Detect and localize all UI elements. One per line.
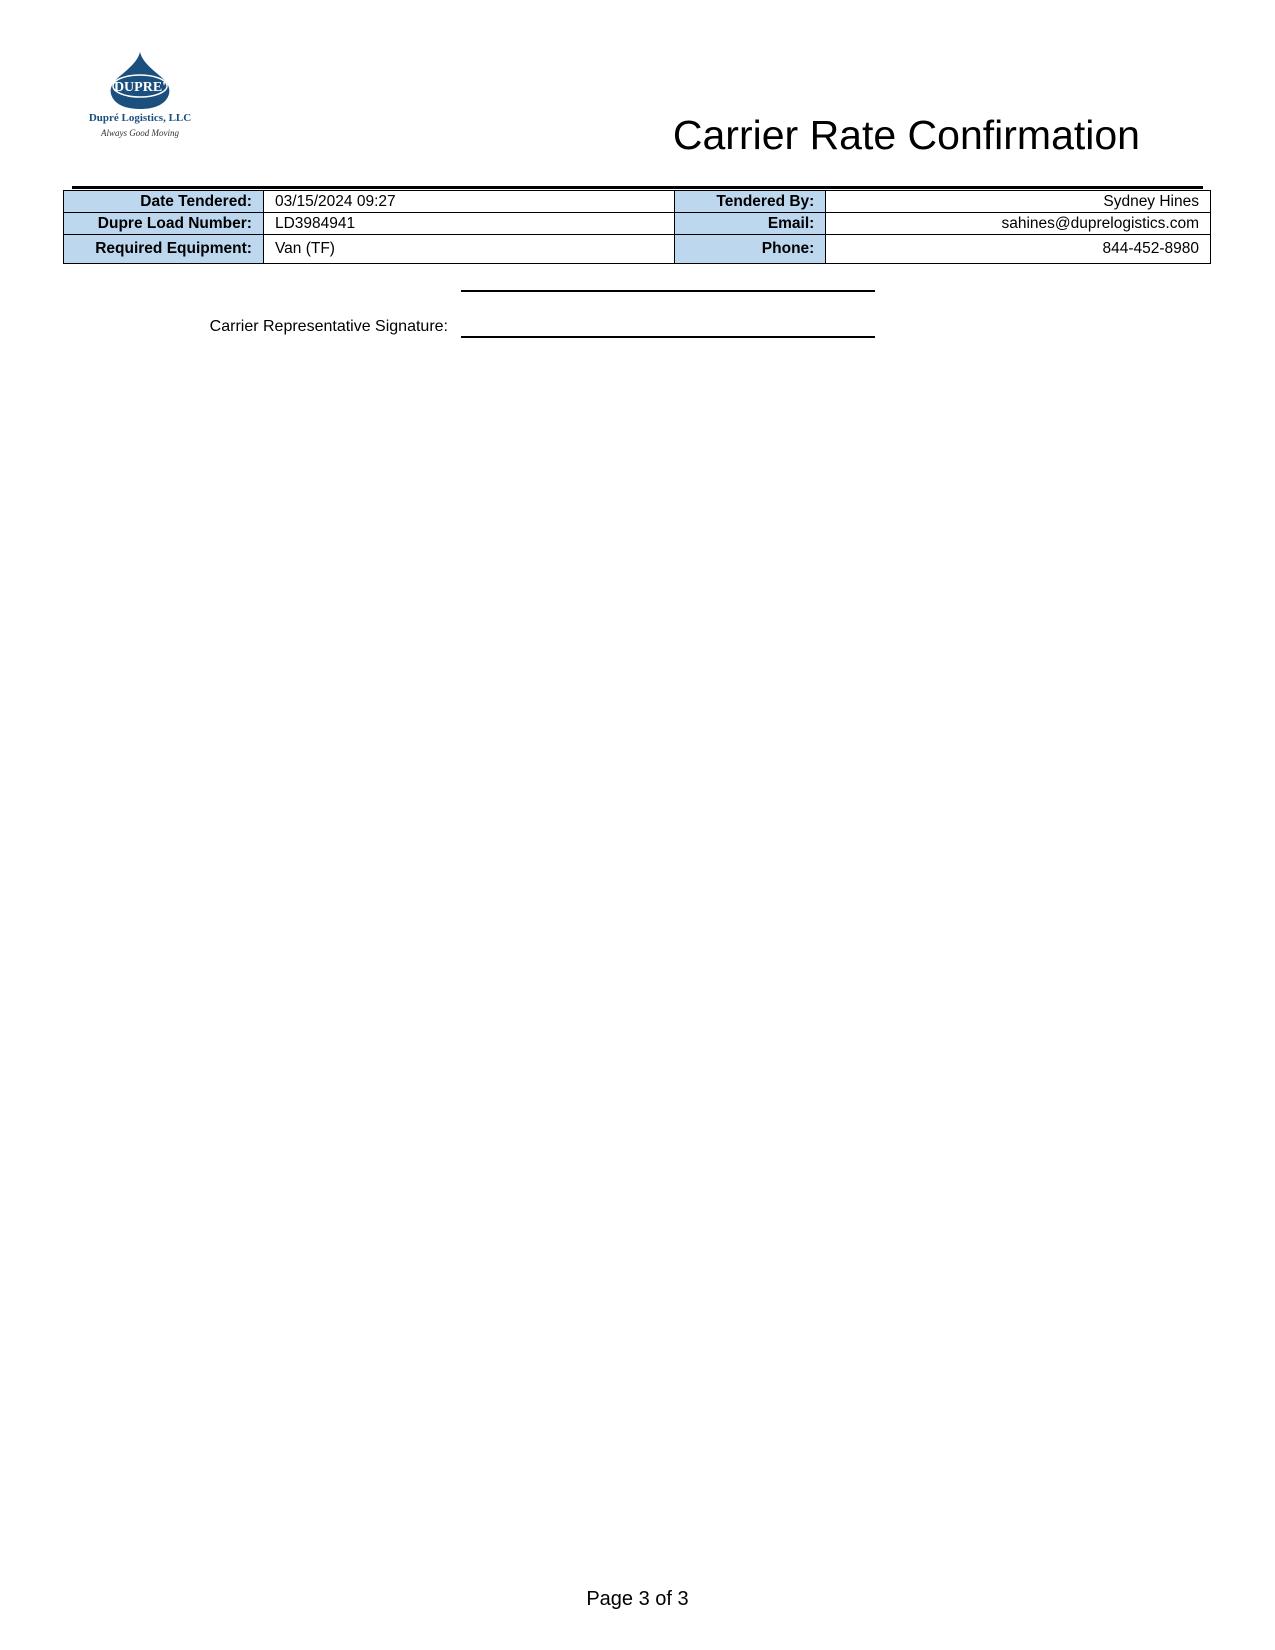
phone-value: 844-452-8980 (826, 235, 1211, 264)
page-title: Carrier Rate Confirmation (672, 112, 1140, 158)
tendered-by-label: Tendered By: (675, 191, 826, 213)
table-row (64, 191, 1211, 213)
load-number-label: Dupre Load Number: (64, 213, 264, 235)
logo-company-name: Dupré Logistics, LLC (88, 112, 192, 124)
signature-label: Carrier Representative Signature: (209, 318, 448, 335)
required-equipment-label: Required Equipment: (64, 235, 264, 264)
dupre-drop-icon (80, 50, 200, 112)
load-number-value: LD3984941 (263, 213, 674, 235)
blank-line (461, 290, 875, 292)
email-label: Email: (675, 213, 826, 235)
title-divider (72, 186, 1203, 189)
company-logo (80, 50, 200, 145)
table-row (64, 235, 1211, 264)
date-tendered-value: 03/15/2024 09:27 (263, 191, 674, 213)
tender-info-table (63, 190, 1211, 264)
table-row (64, 213, 1211, 235)
date-tendered-label: Date Tendered: (64, 191, 264, 213)
logo-tagline: Always Good Moving (101, 128, 179, 138)
signature-line[interactable] (461, 336, 875, 338)
phone-label: Phone: (675, 235, 826, 264)
email-value: sahines@duprelogistics.com (826, 213, 1211, 235)
required-equipment-value: Van (TF) (263, 235, 674, 264)
page-number: Page 3 of 3 (586, 1588, 689, 1610)
logo-mark-text: DUPRE' (113, 80, 167, 95)
tendered-by-value: Sydney Hines (826, 191, 1211, 213)
